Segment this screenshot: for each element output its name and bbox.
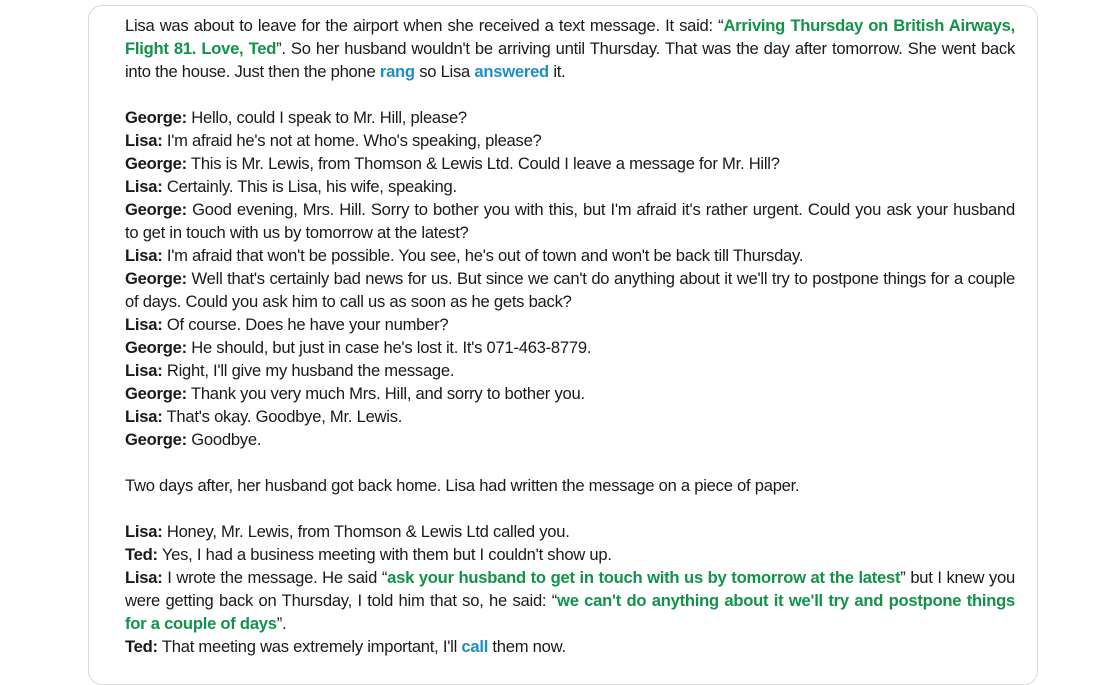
reported-quote-2: we can't do anything about it we'll try and postpone things for a couple of days (125, 591, 1015, 633)
dialogue-line (125, 129, 1015, 152)
intro-text-2: ”. So her husband wouldn't be arriving until Thursday. That was the day after tomorrow. She went back into the house. Just then the phone (125, 39, 1015, 81)
dialogue-line (125, 520, 1015, 543)
line-text: This is Mr. Lewis, from Thomson & Lewis Ltd. Could I leave a message for Mr. Hill? (186, 154, 780, 173)
speaker-label: George: (125, 430, 187, 449)
speaker-label: Lisa: (125, 246, 163, 265)
line-text: Thank you very much Mrs. Hill, and sorry to bother you. (186, 384, 585, 403)
highlight-answered: answered (474, 62, 549, 81)
line-text: He should, but just in case he's lost it. It's 071-463-8779. (186, 338, 592, 357)
dialogue-line (125, 405, 1015, 428)
line-text: Right, I'll give my husband the message. (162, 361, 455, 380)
text-message-quote: Arriving Thursday on British Airways, Flight 81. Love, Ted (125, 16, 1015, 58)
line-text: Honey, Mr. Lewis, from Thomson & Lewis Ltd called you. (162, 522, 570, 541)
line-text: That meeting was extremely important, I'll (157, 637, 462, 656)
speaker-label: Ted: (125, 637, 158, 656)
line-text: Hello, could I speak to Mr. Hill, please? (186, 108, 467, 127)
dialogue-line (125, 382, 1015, 405)
speaker-label: George: (125, 269, 187, 288)
line-text: them now. (488, 637, 566, 656)
dialogue-line (125, 198, 1015, 244)
line-text: I wrote the message. He said “ (162, 568, 388, 587)
dialogue-line (125, 359, 1015, 382)
line-text: I'm afraid he's not at home. Who's speaking, please? (162, 131, 542, 150)
dialogue-line (125, 175, 1015, 198)
speaker-label: Lisa: (125, 177, 163, 196)
speaker-label: Lisa: (125, 522, 163, 541)
dialogue-line (125, 543, 1015, 566)
speaker-label: George: (125, 200, 187, 219)
dialogue-line (125, 244, 1015, 267)
line-text: Good evening, Mrs. Hill. Sorry to bother you with this, but I'm afraid it's rather urgent. Could you ask your husband to get in touch with us by tomorrow at the latest? (125, 200, 1015, 242)
line-text: That's okay. Goodbye, Mr. Lewis. (162, 407, 403, 426)
dialogue-line (125, 152, 1015, 175)
line-text: ”. (276, 614, 287, 633)
dialogue-line (125, 313, 1015, 336)
speaker-label: Lisa: (125, 568, 163, 587)
highlight-rang: rang (379, 62, 415, 81)
dialogue-line (125, 428, 1015, 451)
intro-text-3: so Lisa (414, 62, 475, 81)
speaker-label: Lisa: (125, 131, 163, 150)
reported-quote-1: ask your husband to get in touch with us by tomorrow at the latest (387, 568, 901, 587)
dialogue-phone-call (125, 106, 1015, 451)
dialogue-line (125, 566, 1015, 635)
line-text: Well that's certainly bad news for us. But since we can't do anything about it we'll try to postpone things for a couple of days. Could you ask him to call us as soon as he gets back? (125, 269, 1015, 311)
speaker-label: Lisa: (125, 315, 163, 334)
line-text: Of course. Does he have your number? (162, 315, 449, 334)
intro-text-1: Lisa was about to leave for the airport when she received a text message. It said: “ (125, 16, 724, 35)
story-text (125, 14, 1015, 658)
speaker-label: George: (125, 384, 187, 403)
dialogue-home (125, 520, 1015, 658)
line-text: ” but I knew you were getting back on Thursday, I told him that so, he said: “ (125, 568, 1015, 610)
line-text: Goodbye. (186, 430, 262, 449)
line-text: Certainly. This is Lisa, his wife, speaking. (162, 177, 457, 196)
line-text: I'm afraid that won't be possible. You see, he's out of town and won't be back till Thursday. (162, 246, 804, 265)
speaker-label: George: (125, 108, 187, 127)
intro-text-4: it. (548, 62, 566, 81)
line-text: Yes, I had a business meeting with them but I couldn't show up. (157, 545, 612, 564)
dialogue-line (125, 336, 1015, 359)
speaker-label: Lisa: (125, 407, 163, 426)
speaker-label: George: (125, 154, 187, 173)
speaker-label: George: (125, 338, 187, 357)
intro-paragraph (125, 14, 1015, 83)
dialogue-line (125, 267, 1015, 313)
narration-paragraph: Two days after, her husband got back home. Lisa had written the message on a piece of paper. (125, 476, 800, 495)
speaker-label: Ted: (125, 545, 158, 564)
dialogue-line (125, 106, 1015, 129)
speaker-label: Lisa: (125, 361, 163, 380)
highlight-call: call (461, 637, 489, 656)
dialogue-line (125, 635, 1015, 658)
